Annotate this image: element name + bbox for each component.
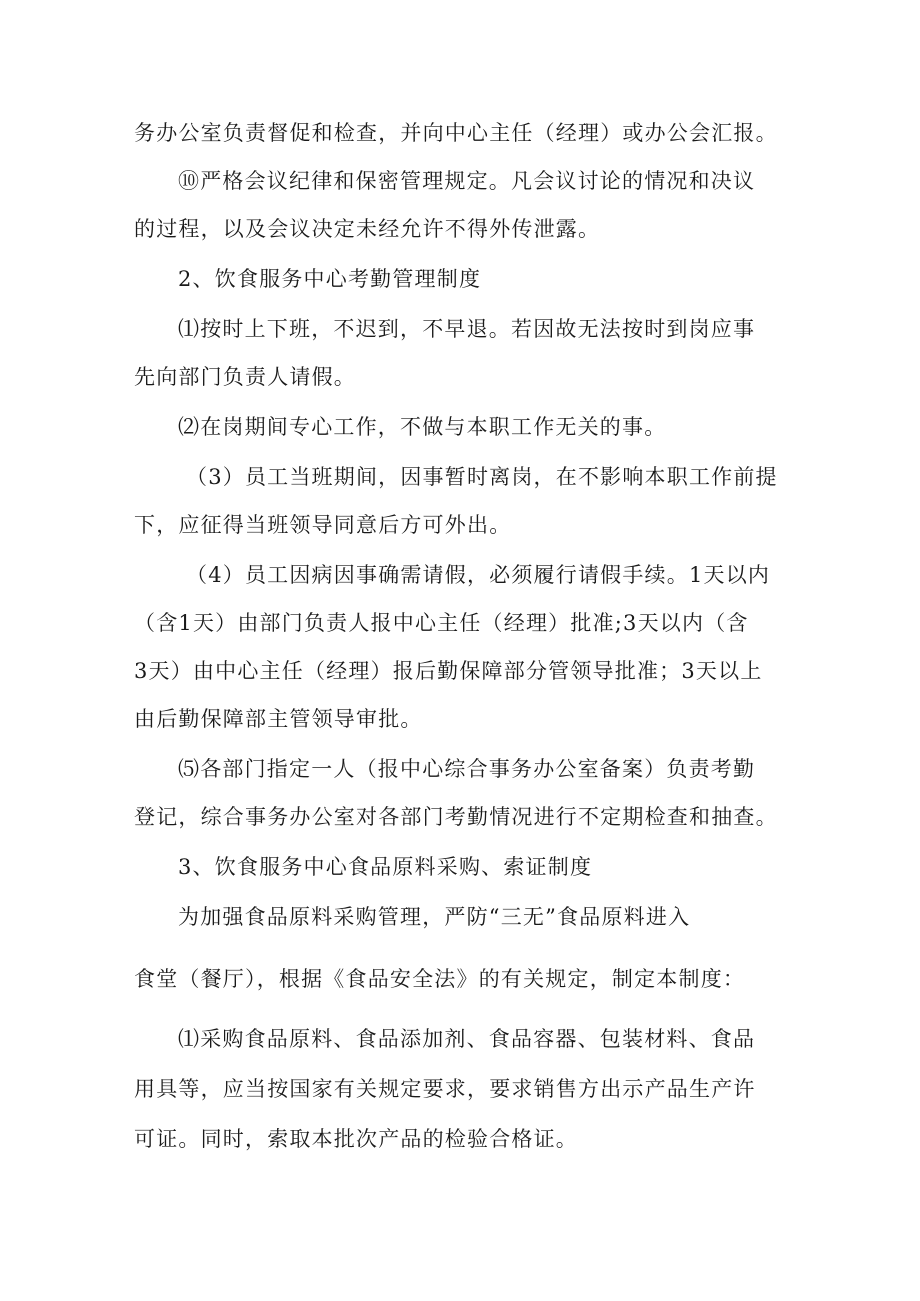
text-line: ⑴采购食品原料、食品添加剂、食品容器、包装材料、食品 [178, 1027, 756, 1051]
text-line: （3）员工当班期间，因事暂时离岗，在不影响本职工作前提 [186, 465, 778, 489]
text-line: 先向部门负责人请假。 [134, 365, 356, 389]
text-line: 登记，综合事务办公室对各部门考勤情况进行不定期检查和抽查。 [134, 805, 778, 829]
text-line: （4）员工因病因事确需请假，必须履行请假手续。1天以内 [186, 563, 771, 587]
text-line: 可证。同时，索取本批次产品的检验合格证。 [134, 1127, 578, 1151]
text-line: 的过程，以及会议决定未经允许不得外传泄露。 [134, 217, 601, 241]
text-line: 由后勤保障部主管领导审批。 [134, 707, 423, 731]
text-line: 下，应征得当班领导同意后方可外出。 [134, 513, 512, 537]
text-line: ⑩严格会议纪律和保密管理规定。凡会议讨论的情况和决议 [178, 169, 756, 193]
text-line: ⑴按时上下班，不迟到，不早退。若因故无法按时到岗应事 [178, 317, 756, 341]
text-line: 为加强食品原料采购管理，严防“三无”食品原料进入 [178, 905, 691, 929]
text-line: ⑸各部门指定一人（报中心综合事务办公室备案）负责考勤 [178, 757, 756, 781]
text-line: ⑵在岗期间专心工作，不做与本职工作无关的事。 [178, 415, 667, 439]
section-heading: 3、饮食服务中心食品原料采购、索证制度 [178, 855, 593, 879]
text-line: 3天）由中心主任（经理）报后勤保障部分管领导批准；3天以上 [134, 659, 763, 683]
text-line: 务办公室负责督促和检查，并向中心主任（经理）或办公会汇报。 [134, 121, 778, 145]
text-line: 食堂（餐厅），根据《食品安全法》的有关规定，制定本制度： [134, 967, 746, 991]
text-line: （含1天）由部门负责人报中心主任（经理）批准;3天以内（含 [134, 611, 749, 635]
text-line: 用具等，应当按国家有关规定要求，要求销售方出示产品生产许 [134, 1077, 756, 1101]
section-heading: 2、饮食服务中心考勤管理制度 [178, 267, 482, 291]
